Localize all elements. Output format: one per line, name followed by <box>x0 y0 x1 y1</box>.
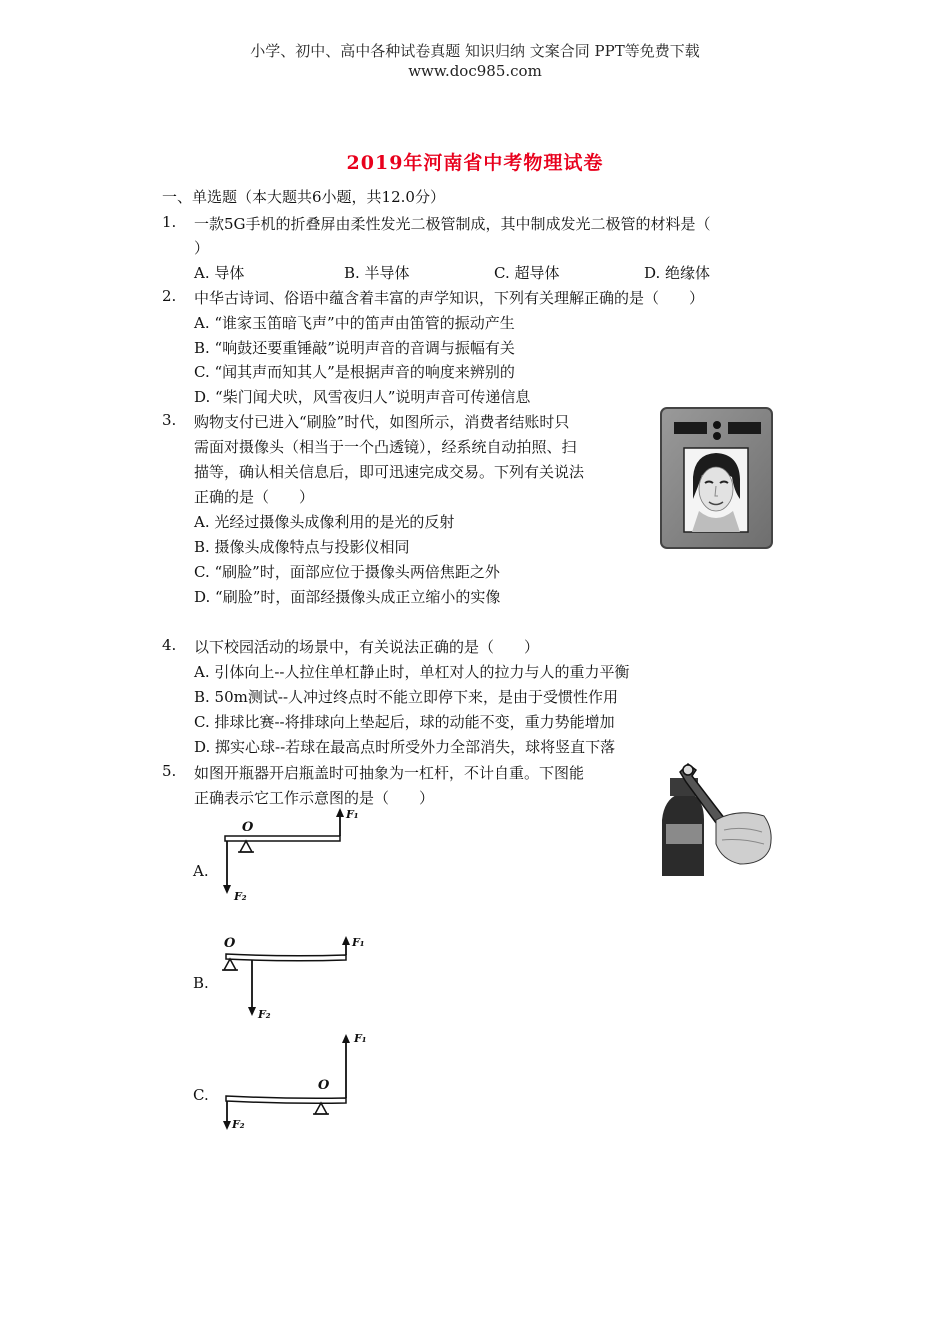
q2-option-d: D. “柴门闻犬吠，风雪夜归人”说明声音可传递信息 <box>194 388 531 406</box>
q4-option-b: B. 50m测试--人冲过终点时不能立即停下来，是由于受惯性作用 <box>194 688 619 706</box>
q5-stem-line1: 如图开瓶器开启瓶盖时可抽象为一杠杆，不计自重。下图能 <box>194 764 585 782</box>
face-payment-photo <box>660 407 773 549</box>
q3-stem-line4: 正确的是（ ） <box>194 488 315 506</box>
f2-label-c: F₂ <box>232 1118 245 1131</box>
q4-option-d: D. 掷实心球--若球在最高点时所受外力全部消失，球将竖直下落 <box>194 738 616 756</box>
fulcrum-label-c: O <box>318 1078 330 1093</box>
q5-option-c-label: C. <box>193 1086 209 1104</box>
q3-option-c: C. “刷脸”时，面部应位于摄像头两倍焦距之外 <box>194 563 500 581</box>
q1-stem-line1: 一款5G手机的折叠屏由柔性发光二极管制成，其中制成发光二极管的材料是（ <box>194 215 711 233</box>
q5-stem-line2: 正确表示它工作示意图的是（ ） <box>194 789 435 807</box>
f1-label-b: F₁ <box>352 936 365 949</box>
site-url: www.doc985.com <box>408 62 542 80</box>
f1-label-c: F₁ <box>354 1032 367 1045</box>
q3-stem-line2: 需面对摄像头（相当于一个凸透镜），经系统自动拍照、扫 <box>194 438 577 456</box>
q3-option-b: B. 摄像头成像特点与投影仪相同 <box>194 538 410 556</box>
q4-option-a: A. 引体向上--人拉住单杠静止时，单杠对人的拉力与人的重力平衡 <box>194 663 630 681</box>
q2-number: 2. <box>162 287 177 305</box>
section-heading: 一、单选题（本大题共6小题，共12.0分） <box>162 188 445 206</box>
lever-diagram-c <box>218 1028 368 1136</box>
q5-option-b-label: B. <box>193 974 209 992</box>
lever-diagram-b <box>218 930 368 1026</box>
site-banner: 小学、初中、高中各种试卷真题 知识归纳 文案合同 PPT等免费下载 <box>250 42 700 60</box>
q4-option-c: C. 排球比赛--将排球向上垫起后，球的动能不变，重力势能增加 <box>194 713 615 731</box>
q1-option-d: D. 绝缘体 <box>644 264 711 282</box>
q2-stem: 中华古诗词、俗语中蕴含着丰富的声学知识，下列有关理解正确的是（ ） <box>194 289 705 307</box>
lever-diagram-a <box>218 806 368 910</box>
q1-stem-line2: ） <box>194 239 210 257</box>
fulcrum-label-b: O <box>224 936 236 951</box>
q1-option-c: C. 超导体 <box>494 264 560 282</box>
q3-option-a: A. 光经过摄像头成像利用的是光的反射 <box>194 513 455 531</box>
q1-option-a: A. 导体 <box>194 264 245 282</box>
q3-stem-line3: 描等，确认相关信息后，即可迅速完成交易。下列有关说法 <box>194 463 585 481</box>
q1-number: 1. <box>162 213 177 231</box>
q4-stem: 以下校园活动的场景中，有关说法正确的是（ ） <box>194 638 540 656</box>
fulcrum-label-a: O <box>242 820 254 835</box>
f2-label-b: F₂ <box>258 1008 271 1021</box>
f1-label-a: F₁ <box>346 808 359 821</box>
q3-option-d: D. “刷脸”时，面部经摄像头成正立缩小的实像 <box>194 588 501 606</box>
q2-option-c: C. “闻其声而知其人”是根据声音的响度来辨别的 <box>194 363 515 381</box>
q5-option-a-label: A. <box>193 862 209 880</box>
q2-option-a: A. “谁家玉笛暗飞声”中的笛声由笛管的振动产生 <box>194 314 515 332</box>
f2-label-a: F₂ <box>234 890 247 903</box>
q1-option-b: B. 半导体 <box>344 264 410 282</box>
page-title: 2019年河南省中考物理试卷 <box>346 152 604 174</box>
q3-number: 3. <box>162 411 177 429</box>
bottle-opener-photo <box>652 760 776 878</box>
q5-number: 5. <box>162 762 177 780</box>
q4-number: 4. <box>162 636 177 654</box>
q3-stem-line1: 购物支付已进入“刷脸”时代，如图所示，消费者结账时只 <box>194 413 570 431</box>
q2-option-b: B. “响鼓还要重锤敲”说明声音的音调与振幅有关 <box>194 339 515 357</box>
